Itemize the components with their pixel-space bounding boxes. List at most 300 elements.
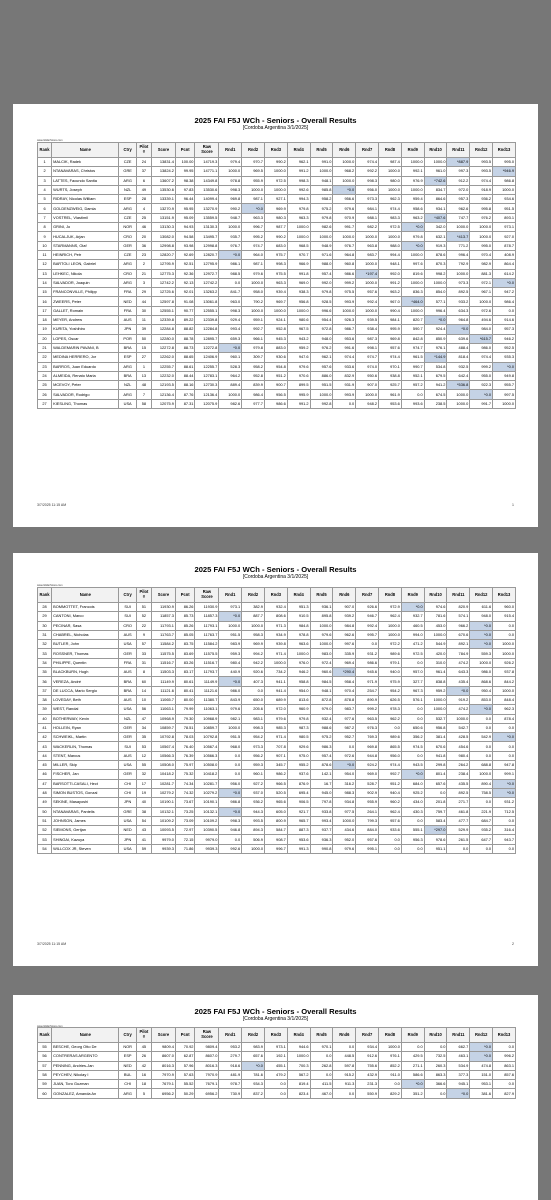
cell-rnd6: 976.7 (333, 241, 356, 250)
cell-rnd4: 954.0 (287, 686, 310, 695)
cell-rnd12: 974.4 (470, 353, 493, 362)
cell-rnd10: 834.7 (424, 185, 447, 194)
cell-rnd10: 1000.0 (424, 630, 447, 639)
cell-rnd2: 1000.0 (242, 306, 265, 315)
cell-rank: 54 (38, 844, 52, 853)
cell-name: VEREZA, André (52, 677, 119, 686)
cell-rnd7: *197.4 (356, 269, 379, 278)
cell-rnd9: 959.4 (401, 195, 424, 204)
cell-pilot: 10 (136, 695, 151, 704)
cell-rnd5: 878.6 (310, 761, 333, 770)
cell-pilot: 15 (136, 343, 151, 352)
cell-rnd11: 643.3 (447, 668, 470, 677)
cell-rnd12: 976.2 (470, 213, 493, 222)
cell-rnd13: 946.2 (493, 334, 516, 343)
column-header-pilot: Pilot # (136, 588, 151, 603)
cell-rnd2: 960.1 (242, 770, 265, 779)
cell-rnd5: 1000.0 (310, 390, 333, 399)
cell-name: LEHKEC, Nikola (52, 269, 119, 278)
cell-rnd13: 996.2 (493, 1052, 516, 1061)
cell-rnd12: 995.0 (470, 241, 493, 250)
cell-rnd2: 937.0 (242, 788, 265, 797)
cell-raw: 11793.7 (195, 668, 219, 677)
table-row (38, 176, 516, 185)
cell-rnd12: 474.8 (470, 1061, 493, 1070)
table-row (38, 269, 516, 278)
cell-rnd12: *0.0 (470, 705, 493, 714)
cell-pcnt: 79.30 (175, 714, 195, 723)
cell-raw: 12730.3 (195, 381, 219, 390)
column-header-rank: Rank (38, 588, 52, 603)
cell-rnd12: 0.0 (470, 723, 493, 732)
cell-country: BUL (119, 1070, 136, 1079)
cell-rnd1: 1000.0 (219, 167, 242, 176)
cell-raw: 13559.5 (195, 213, 219, 222)
cell-rnd5: 991.0 (310, 158, 333, 167)
cell-rnd10: 854.0 (424, 288, 447, 297)
cell-rnd6: 954.0 (333, 770, 356, 779)
cell-rnd12: *0.0 (470, 390, 493, 399)
cell-score: 12280.0 (152, 334, 176, 343)
cell-name: SALVADOR, Joaquin (52, 278, 119, 287)
cell-rnd3: 941.1 (264, 677, 287, 686)
cell-score: 11930.9 (152, 603, 176, 612)
cell-rnd9: 932.7 (401, 612, 424, 621)
cell-country: USA (119, 640, 136, 649)
cell-rnd9: 1000.0 (401, 185, 424, 194)
cell-rnd1: 843.9 (219, 695, 242, 704)
cell-rnd3: 934.9 (264, 630, 287, 639)
cell-rnd7: 956.0 (356, 185, 379, 194)
cell-rnd1: 990.2 (219, 204, 242, 213)
cell-rnd9: 990.7 (401, 362, 424, 371)
cell-rnd7: 0.0 (356, 640, 379, 649)
cell-rnd12: 853.0 (470, 695, 493, 704)
cell-country: CRO (119, 232, 136, 241)
cell-country: JPN (119, 835, 136, 844)
cell-score: 10279.2 (152, 788, 176, 797)
cell-rnd1: 528.3 (219, 362, 242, 371)
cell-rnd7: 938.4 (356, 325, 379, 334)
cell-rnd12: 970.4 (470, 250, 493, 259)
cell-rnd8: 0.0 (379, 723, 402, 732)
cell-rnd10: 532.7 (424, 714, 447, 723)
cell-country: CZE (119, 250, 136, 259)
cell-rnd11: 642.4 (447, 371, 470, 380)
cell-pilot: 5 (136, 1089, 151, 1098)
column-header-rnd13: Rnd13 (493, 143, 516, 158)
cell-rnd9: 0.0 (401, 816, 424, 825)
cell-rnd13: 947.2 (493, 288, 516, 297)
cell-rank: 5 (38, 195, 52, 204)
cell-rnd8: 970.1 (379, 362, 402, 371)
cell-name: MILLER, Skip (52, 761, 119, 770)
cell-rnd5: 992.0 (310, 278, 333, 287)
cell-rnd3: 932.4 (264, 603, 287, 612)
cell-rnd6: 997.6 (333, 640, 356, 649)
cell-score: 11063.1 (152, 705, 176, 714)
cell-name: GALLET, Romain (52, 306, 119, 315)
table-row (38, 733, 516, 742)
cell-rnd12: *615.7 (470, 334, 493, 343)
cell-rnd9: 997.6 (401, 260, 424, 269)
cell-rnd7: 944.8 (356, 751, 379, 760)
cell-country: ARG (119, 1089, 136, 1098)
cell-rnd3: 939.8 (264, 640, 287, 649)
column-header-rnd9: Rnd9 (401, 1028, 424, 1043)
cell-rank: 26 (38, 390, 52, 399)
cell-rnd11: 261.5 (447, 835, 470, 844)
cell-country: NZL (119, 185, 136, 194)
column-header-rnd7: Rnd7 (356, 1028, 379, 1043)
cell-rnd4: 943.2 (287, 334, 310, 343)
cell-pilot: 14 (136, 686, 151, 695)
cell-rnd13: *0.0 (493, 779, 516, 788)
cell-rnd4: 929.6 (287, 742, 310, 751)
cell-rnd10: 453.0 (424, 621, 447, 630)
cell-rnd7: 963.5 (356, 714, 379, 723)
cell-rnd6: 983.7 (333, 705, 356, 714)
results-table (37, 1027, 516, 1099)
cell-raw: 12075.9 (195, 399, 219, 408)
cell-rnd13: *946.9 (493, 167, 516, 176)
table-row (38, 334, 516, 343)
cell-rnd1: 998.3 (219, 816, 242, 825)
cell-rnd3: 455.1 (264, 1061, 287, 1070)
cell-rnd1: 1000.0 (219, 621, 242, 630)
cell-rnd5: 972.8 (310, 325, 333, 334)
cell-rnd2: 506.9 (242, 835, 265, 844)
cell-country: ARG (119, 260, 136, 269)
cell-pilot: 22 (136, 621, 151, 630)
table-row (38, 195, 516, 204)
cell-rnd9: 842.8 (401, 334, 424, 343)
cell-country: FRA (119, 658, 136, 667)
cell-rnd12: *0.0 (470, 630, 493, 639)
column-header-rnd8: Rnd8 (379, 1028, 402, 1043)
cell-name: JUAN, Toro Guzman (52, 1080, 119, 1089)
cell-name: BARROS, Juan Eduardo (52, 362, 119, 371)
cell-raw: 11121.6 (195, 686, 219, 695)
cell-raw: 10508.0 (195, 761, 219, 770)
cell-rnd4: 994.3 (287, 195, 310, 204)
table-row (38, 167, 516, 176)
column-header-country: Ctry (119, 143, 136, 158)
cell-rank: 35 (38, 668, 52, 677)
cell-rnd13: 947.8 (493, 761, 516, 770)
cell-rnd6: *290.4 (333, 668, 356, 677)
cell-score: 8607.0 (152, 1052, 176, 1061)
cell-rnd9: 958.6 (401, 204, 424, 213)
cell-rnd8: 0.0 (379, 1080, 402, 1089)
cell-rnd2: 309.7 (242, 353, 265, 362)
cell-rnd8: 957.6 (379, 343, 402, 352)
cell-raw: 11063.1 (195, 705, 219, 714)
cell-rnd13: 0.0 (493, 306, 516, 315)
cell-rnd7: 755.6 (356, 1061, 379, 1070)
cell-rnd4: 991.3 (287, 844, 310, 853)
cell-rank: 50 (38, 807, 52, 816)
cell-pilot: 16 (136, 1070, 151, 1079)
cell-rnd7: 902.9 (356, 788, 379, 797)
cell-rnd5: 928.5 (310, 297, 333, 306)
cell-rnd4: 956.8 (287, 297, 310, 306)
table-row (38, 686, 516, 695)
cell-rnd5: 954.4 (310, 316, 333, 325)
cell-rnd7: 946.7 (356, 612, 379, 621)
cell-rnd10: 732.5 (424, 1052, 447, 1061)
table-row (38, 640, 516, 649)
cell-rank: 42 (38, 733, 52, 742)
cell-name: PEYCHEV, Nikolay I (52, 1070, 119, 1079)
cell-pilot: 19 (136, 788, 151, 797)
cell-rnd7: 999.2 (356, 705, 379, 714)
cell-rnd10: 924.4 (424, 325, 447, 334)
cell-score: 11793.1 (152, 621, 176, 630)
table-row (38, 723, 516, 732)
cell-name: PECINAR, Sasa (52, 621, 119, 630)
cell-rnd5: 957.4 (310, 751, 333, 760)
cell-rnd10: 1000.0 (424, 695, 447, 704)
cell-rnd11: 377.3 (447, 1070, 470, 1079)
cell-rnd13: 712.5 (493, 807, 516, 816)
cell-score: 11584.2 (152, 640, 176, 649)
cell-rnd8: 962.4 (379, 807, 402, 816)
cell-rnd12: 993.5 (470, 158, 493, 167)
cell-country: CZE (119, 213, 136, 222)
cell-rnd7: 432.9 (356, 1070, 379, 1079)
cell-rnd2: 979.6 (242, 269, 265, 278)
cell-rnd11: 1000.0 (447, 390, 470, 399)
table-row (38, 362, 516, 371)
cell-pcnt: 95.09 (175, 213, 195, 222)
cell-rnd12: 890.4 (470, 779, 493, 788)
cell-rnd8: 974.4 (379, 353, 402, 362)
cell-rnd7: 992.2 (356, 167, 379, 176)
cell-rnd12: 986.0 (470, 668, 493, 677)
cell-rnd5: 992.8 (310, 399, 333, 408)
cell-pilot: 26 (136, 1052, 151, 1061)
cell-rnd5: 951.5 (310, 381, 333, 390)
cell-rnd13: 951.5 (493, 204, 516, 213)
cell-rnd11: 820.9 (447, 603, 470, 612)
cell-rnd8: 0.0 (379, 835, 402, 844)
cell-rnd3: 972.5 (264, 176, 287, 185)
cell-rnd9: 590.7 (401, 325, 424, 334)
cell-name: CHABREL, Nicholas (52, 630, 119, 639)
table-row (38, 353, 516, 362)
cell-raw: 11857.3 (195, 612, 219, 621)
cell-rnd6: 335.9 (333, 649, 356, 658)
cell-rnd9: 1000.0 (401, 306, 424, 315)
cell-pcnt: 95.95 (175, 204, 195, 213)
cell-rank: 22 (38, 353, 52, 362)
cell-rnd1: 988.5 (219, 269, 242, 278)
cell-pilot: 58 (136, 399, 151, 408)
cell-rnd4: 991.2 (287, 399, 310, 408)
cell-rnd13: 0.0 (493, 630, 516, 639)
cell-rnd13: 1000.0 (493, 649, 516, 658)
cell-rnd10: 657.6 (424, 779, 447, 788)
cell-score: 12193.5 (152, 381, 176, 390)
cell-rnd5: 936.1 (310, 603, 333, 612)
cell-rnd1: 951.5 (219, 733, 242, 742)
cell-name: LOVEDAY, Beth (52, 695, 119, 704)
cell-name: GOLDENZWEIG, Damia (52, 204, 119, 213)
cell-rnd2: 966.1 (242, 334, 265, 343)
cell-raw: 12555.1 (195, 306, 219, 315)
column-header-rnd6: Rnd6 (333, 143, 356, 158)
cell-pcnt: 83.17 (175, 668, 195, 677)
cell-rnd3: 986.6 (264, 399, 287, 408)
cell-rnd10: 870.3 (424, 260, 447, 269)
cell-raw: 13495.7 (195, 232, 219, 241)
cell-rnd11: 747.7 (447, 213, 470, 222)
results-page-1 (13, 104, 538, 527)
cell-rank: 33 (38, 649, 52, 658)
cell-rnd9: 0.0 (401, 1043, 424, 1052)
cell-rnd12: 647.7 (470, 835, 493, 844)
cell-pilot: 52 (136, 612, 151, 621)
cell-score: 9939.3 (152, 844, 176, 853)
cell-rnd2: 205.6 (242, 705, 265, 714)
cell-rnd1: *0.0 (219, 250, 242, 259)
cell-rnd1: 998.3 (219, 185, 242, 194)
cell-country: NED (119, 826, 136, 835)
cell-rnd9: 434.0 (401, 798, 424, 807)
cell-raw: 10566.3 (195, 751, 219, 760)
cell-score: 7970.9 (152, 1070, 176, 1079)
cell-rnd9: 471.2 (401, 640, 424, 649)
cell-rnd11: 962.6 (447, 204, 470, 213)
cell-rnd8: 962.3 (379, 195, 402, 204)
cell-rnd8: 954.2 (379, 686, 402, 695)
cell-score: 12795.9 (152, 260, 176, 269)
cell-country: AUS (119, 668, 136, 677)
cell-rnd10: 366.6 (424, 1080, 447, 1089)
cell-rank: 53 (38, 835, 52, 844)
table-row (38, 668, 516, 677)
cell-name: BARSOTTI-CASALI, Hect (52, 779, 119, 788)
cell-rnd6: 1000.0 (333, 158, 356, 167)
cell-rnd11: 1000.0 (447, 714, 470, 723)
table-row (38, 630, 516, 639)
table-row (38, 1089, 516, 1098)
cell-rnd8: 992.7 (379, 770, 402, 779)
cell-rnd13: 926.2 (493, 658, 516, 667)
cell-name: WILLCOX JR, Steven (52, 844, 119, 853)
cell-rnd1: 978.8 (219, 176, 242, 185)
cell-rnd1: 959.3 (219, 649, 242, 658)
cell-rnd1: 960.1 (219, 353, 242, 362)
cell-rnd13: 995.0 (493, 158, 516, 167)
cell-rnd1: 0.0 (219, 278, 242, 287)
cell-rnd8: 1000.0 (379, 630, 402, 639)
column-header-country: Ctry (119, 1028, 136, 1043)
table-row (38, 807, 516, 816)
cell-rnd3: 479.2 (264, 1070, 287, 1079)
cell-rank: 49 (38, 798, 52, 807)
cell-rank: 57 (38, 1061, 52, 1070)
cell-pcnt: 88.82 (175, 325, 195, 334)
cell-rnd13: 997.5 (493, 390, 516, 399)
cell-rnd11: 892.1 (447, 640, 470, 649)
cell-rnd6: 931.9 (333, 381, 356, 390)
cell-raw: 12284.8 (195, 325, 219, 334)
cell-rnd2: 958.2 (242, 362, 265, 371)
cell-rnd11: 264.2 (447, 761, 470, 770)
cell-pilot: 42 (136, 1061, 151, 1070)
cell-pcnt: 94.93 (175, 223, 195, 232)
cell-rnd13: 0.0 (493, 621, 516, 630)
cell-rnd12: 559.3 (470, 649, 493, 658)
cell-rnd8: 992.0 (379, 269, 402, 278)
cell-name: BARTOLI LEON, Gabriel (52, 260, 119, 269)
cell-rnd5: 945.0 (310, 788, 333, 797)
cell-rank: 46 (38, 770, 52, 779)
cell-country: NOR (119, 223, 136, 232)
cell-rnd3: 945.3 (264, 334, 287, 343)
cell-pcnt: 86.26 (175, 603, 195, 612)
cell-rnd1: 979.6 (219, 705, 242, 714)
cell-rnd9: 993.6 (401, 399, 424, 408)
cell-raw: 10132.1 (195, 807, 219, 816)
cell-pilot: 23 (136, 250, 151, 259)
cell-rnd2: 790.2 (242, 297, 265, 306)
cell-rnd10: 299.8 (424, 761, 447, 770)
cell-raw: 10792.8 (195, 733, 219, 742)
cell-rnd11: 784.9 (447, 649, 470, 658)
cell-rnd3: 689.9 (264, 695, 287, 704)
cell-rnd1: 973.1 (219, 603, 242, 612)
cell-rnd6: 986.6 (333, 269, 356, 278)
cell-rnd5: 1000.0 (310, 640, 333, 649)
cell-rnd3: 930.6 (264, 353, 287, 362)
cell-score: 10792.8 (152, 733, 176, 742)
cell-rnd9: *0.0 (401, 241, 424, 250)
cell-rnd13: *0.0 (493, 278, 516, 287)
cell-rnd3: 0.0 (264, 1089, 287, 1098)
cell-rnd9: 1000.0 (401, 158, 424, 167)
cell-name: FRANCONVILLE, Philipp (52, 288, 119, 297)
cell-rnd3: 975.5 (264, 269, 287, 278)
table-row (38, 649, 516, 658)
cell-rnd3: 990.2 (264, 158, 287, 167)
cell-raw: 12136.4 (195, 390, 219, 399)
cell-rnd4: 984.8 (287, 621, 310, 630)
cell-rnd11: *0.0 (447, 325, 470, 334)
cell-score: 13270.9 (152, 204, 176, 213)
cell-rnd5: 993.4 (310, 816, 333, 825)
cell-rnd7: 528.7 (356, 779, 379, 788)
cell-pilot: 21 (136, 269, 151, 278)
cell-rnd6: 984.8 (333, 621, 356, 630)
cell-rnd12: 542.9 (470, 733, 493, 742)
cell-rnd9: 0.0 (401, 390, 424, 399)
cell-rnd10: *0.0 (424, 316, 447, 325)
cell-raw: 11793.1 (195, 621, 219, 630)
cell-rnd11: 529.9 (447, 826, 470, 835)
footer-date: 3/7/2025 11:15 AM (37, 942, 67, 946)
cell-rnd6: 1000.0 (333, 306, 356, 315)
cell-name: HUCALJUK, Arjan (52, 232, 119, 241)
cell-rnd4: 1000.0 (287, 306, 310, 315)
cell-name: BOMMOTTET, Francois (52, 603, 119, 612)
cell-rnd2: 781.6 (242, 1070, 265, 1079)
cell-rnd10: 201.8 (424, 798, 447, 807)
cell-rnd11: 973.3 (447, 278, 470, 287)
cell-rnd9: 1000.0 (401, 250, 424, 259)
